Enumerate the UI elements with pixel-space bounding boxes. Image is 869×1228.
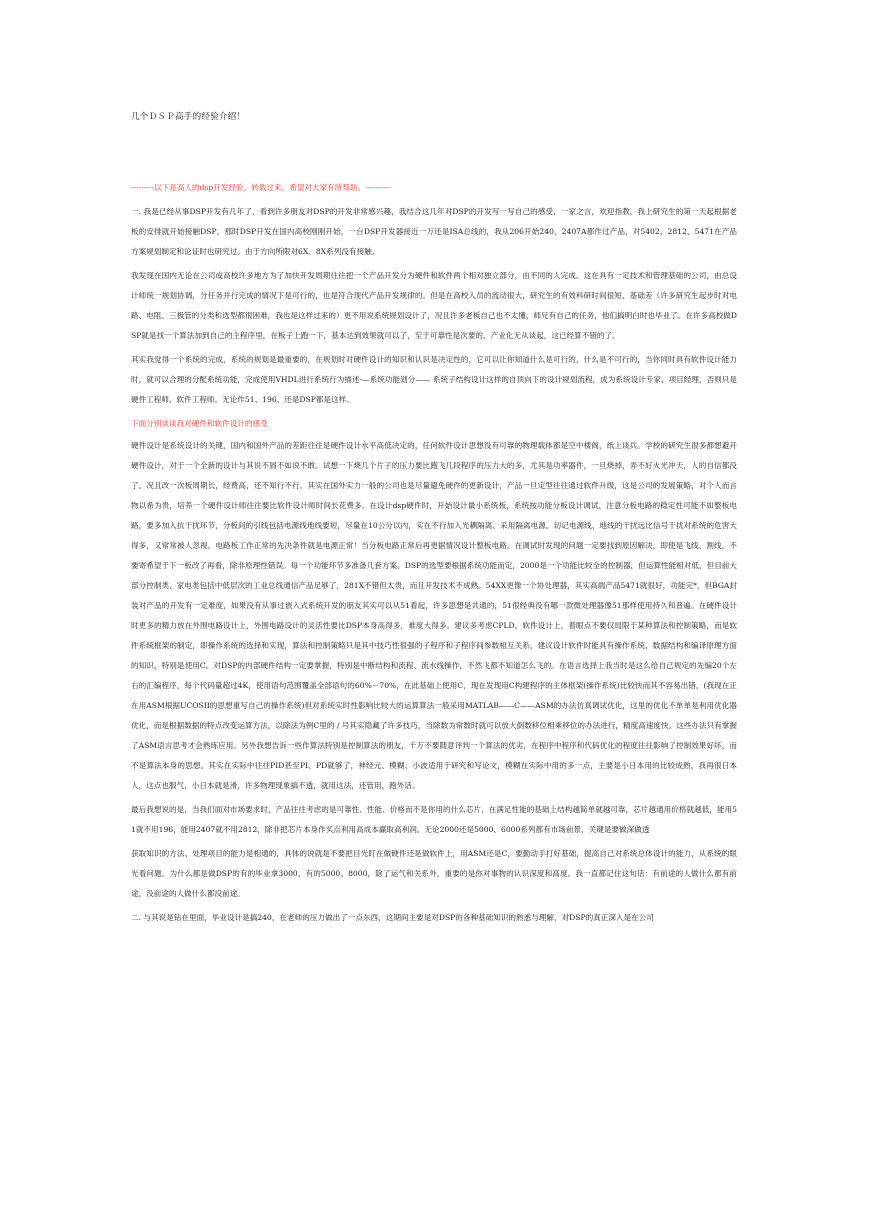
paragraph-7: 二. 与其说是钻在里面，毕业设计是搞240，在老师的压力做出了一点东西，这期间主要是对DSP的各种基础知识的熟悉与理解，对DSP的真正深入是在公司 — [131, 913, 654, 922]
paragraph-3: 其实我觉得一个系统的完成，系统的规划是最重要的，在规划时对硬件设计的知识和认识是决定性的，它可以让你知道什么是可行的，什么是不可行的，当你同时具有软件设计能力时，就可以合理的分配系统功能，完成使用VHDL进行系统行为描述-—系统功能划分—— 系统子结构设计这样的自顶向下的设计规划流程，成为系统设计专家、项目经理，否则只是硬件工程师、软件工程师。无论作51、196、还是DSP都是这样。 — [131, 355, 737, 404]
paragraph-5: 最后我想说的是，当我们面对市场要求时，产品往往考虑的是可靠性、性能、价格而不是你用的什么芯片，在满足性能的基础上结构越简单就越可靠，芯片越通用价格就越低，能用51就不用196，能用2407就不用2812，除非把芯片本身作买点利用高成本赢取高利润。无论2000还是5000、6000系列都有市场前景，关键是要做深做透 — [131, 805, 737, 834]
paragraph-1: 一. 我是已经从事DSP开发有几年了，看到许多朋友对DSP的开发非常感兴趣，我结合这几年对DSP的开发写一写自己的感受，一家之言，欢迎指教。我上研究生的第一天起根据老板的安排就开始接触DSP，那时DSP开发在国内高校刚刚开始，一台DSP开发器接近一万还是ISA总线的，我从206开始240、2407A都作过产品，对5402、2812、5471在产品方案规划制定和论证时也研究过。由于方向所限对6X、8X系列没有接触。 — [131, 207, 737, 256]
paragraph-2: 我发现在国内无论在公司或高校许多地方为了加快开发周期往往把一个产品开发分为硬件和软件两个相对独立部分，由不同的人完成。这在具有一定技术和管理基础的公司，由总设计师统一规划协调，分任务并行完成的情况下是可行的，也是符合现代产品开发规律的。但是在高校人员的流动很大，研究生的有效科研时间很短、基础差（许多研究生起步时对电路、电阻、三极管的分类和选型都很困难，我也是这样过来的）更不用说系统规划设计了，况且许多老板自己也不太懂，师兄有自己的任务，他们搞明白时也毕业了。在许多高校做DSP就是找一个算法加到自己的主程序里，在板子上跑一下，基本达到效果就可以了，至于可靠性是次要的，产业化无从谈起，这已经算不错的了。 — [131, 271, 737, 340]
paragraph-4: 硬件设计是系统设计的关键，国内和国外产品的差距往往是硬件设计水平高低决定的，任何软件设计思想没有可靠的物理载体都是空中楼阁，纸上谈兵。学校的研究生很多都想避开硬件设计，对于一个全新的设计与其说不屑不如说不敢。试想一下烧几个片子的压力要比跑飞几段程序的压力大的多，尤其是功率器件，一旦烧掉，弄不好火光冲天，人的自信都没了。况且改一次板周期长，经费高，还不知行不行。其实在国外实力一般的公司也是尽量避免硬件的更新设计，产品一旦定型往往通过软件升级，这是公司的发展策略，对个人而言物以希为贵，培养一个硬件设计师往往要比软件设计师时间长花费多。在设计dsp硬件时，开始设计最小系统板，系统按功能分板设计调试，注意分板电路的稳定性可能不如整板电路，要多加入抗干扰环节，分板间的引线包括电源线地线要短，尽量在10公分以内，实在不行加入光耦隔离、采用隔离电源。切记电源线、地线的干扰远比信号干扰对系统的危害大得多，又常常被人忽视。电路板工作正常的先决条件就是电源正常！当分板电路正常后再更据情况设计整板电路。在调试时发现的问题一定要找到原因解决，即使是飞线，割线，不要寄希望于下一板改了再看，除非原理性错误。每一个功能环节多准备几套方案。DSP的选型要根据系统功能而定，2000是一个功能比较全的控制器，但运算性能相对低，但目前大部分控制类、家电类包括中低层次的工业总线通信产品足够了，281X不错但太贵，而且开发技术不成熟。54XX更像一个协处理器，其实高端产品5471就很好，功能完*，但BGA封装对产品的开发有一定难度，如果没有从事过嵌入式系统开发的朋友其实可以从51看起，许多思想是共通的，51很经典没有哪一款微处理器像51那样使用持久和普遍。在硬件设计时更多的精力放在外围电路设计上，外围电路设计的灵活性要比DSP本身高得多，难度大得多。建议多考虑CPLD。软件设计上，着眼点不要仅局限于某种算法和控制策略，而是软件系统框架的制定，即操作系统的选择和实现，算法和控制策略只是其中技巧性很强的子程序和子程序间参数相互关系，建议设计软件时能具有操作系统、数据结构和编译原理方面的知识，特别是使用C。对DSP的内部硬件结构一定要掌握，特别是中断结构和流程、流水线操作，不然飞都不知道怎么飞的。在语言选择上我当时是这么给自己规定的先编20个左右的汇编程序，每个代码量超过4K，使用语句范围覆盖全部语句的60%－70%，在此基础上使用C，现在发现用C构建程序的主体框架(操作系统)比较快而其不容易出错，(我现在正在用ASM根据UCOSII的思想重写自己的操作系统)但对系统实时性影响比较大的运算算法一般采用MATLAB——C——ASM的办法仿真调试优化，这里的优化不单单是利用优化器优化，而是根据数据的特点改变运算方法，以除法为例C里的 / 号其实隐藏了许多技巧，当除数为常数时就可以放大倒数移位相乘移位的办法进行，精度高速度快。这些办法只有掌握了ASM语言思考才会熟练应用。另外我想告诉一些作算法特别是控制算法的朋友，千万不要随意评判一个算法的优劣，在程序中程序和代码优化的程度往往影响了控制效果好坏，而不是算法本身的思想。其实在实际中往往PID甚至PI、PD就够了，神经元、模糊、小波适用于研究和写论文，模糊在实际中用的多一点，主要是小日本用的比较成熟，我再很日本人，这点也服气，小日本就是滑，许多物理现象搞不透，就用这法，还管用，跑外话。 — [131, 441, 737, 790]
repost-notice: ---------以下是高人的dsp开发经验，转载过来，希望对大家有所帮助。---------- — [131, 183, 391, 192]
paragraph-6: 获取知识的方法、处理项目的能力是相通的，具体的说就是不要把目光盯在做硬件还是做软件上，用ASM还是C，要勤动手打好基础，提高自己对系统总体设计的能力，从系统的眼光看问题。为什么都是做DSP的有的毕业拿3000，有的5000、8000，除了运气和关系外，重要的是你对事物的认识深度和高度。我一直都记住这句话：有前途的人做什么都有前途，没前途的人做什么都没前途。 — [131, 849, 737, 898]
document-title: 几个ＤＳＰ高手的经验介绍！ — [131, 112, 246, 122]
article-body — [131, 178, 737, 932]
section-heading: 下面分别谈谈我对硬件和软件设计的感受 — [131, 419, 268, 428]
